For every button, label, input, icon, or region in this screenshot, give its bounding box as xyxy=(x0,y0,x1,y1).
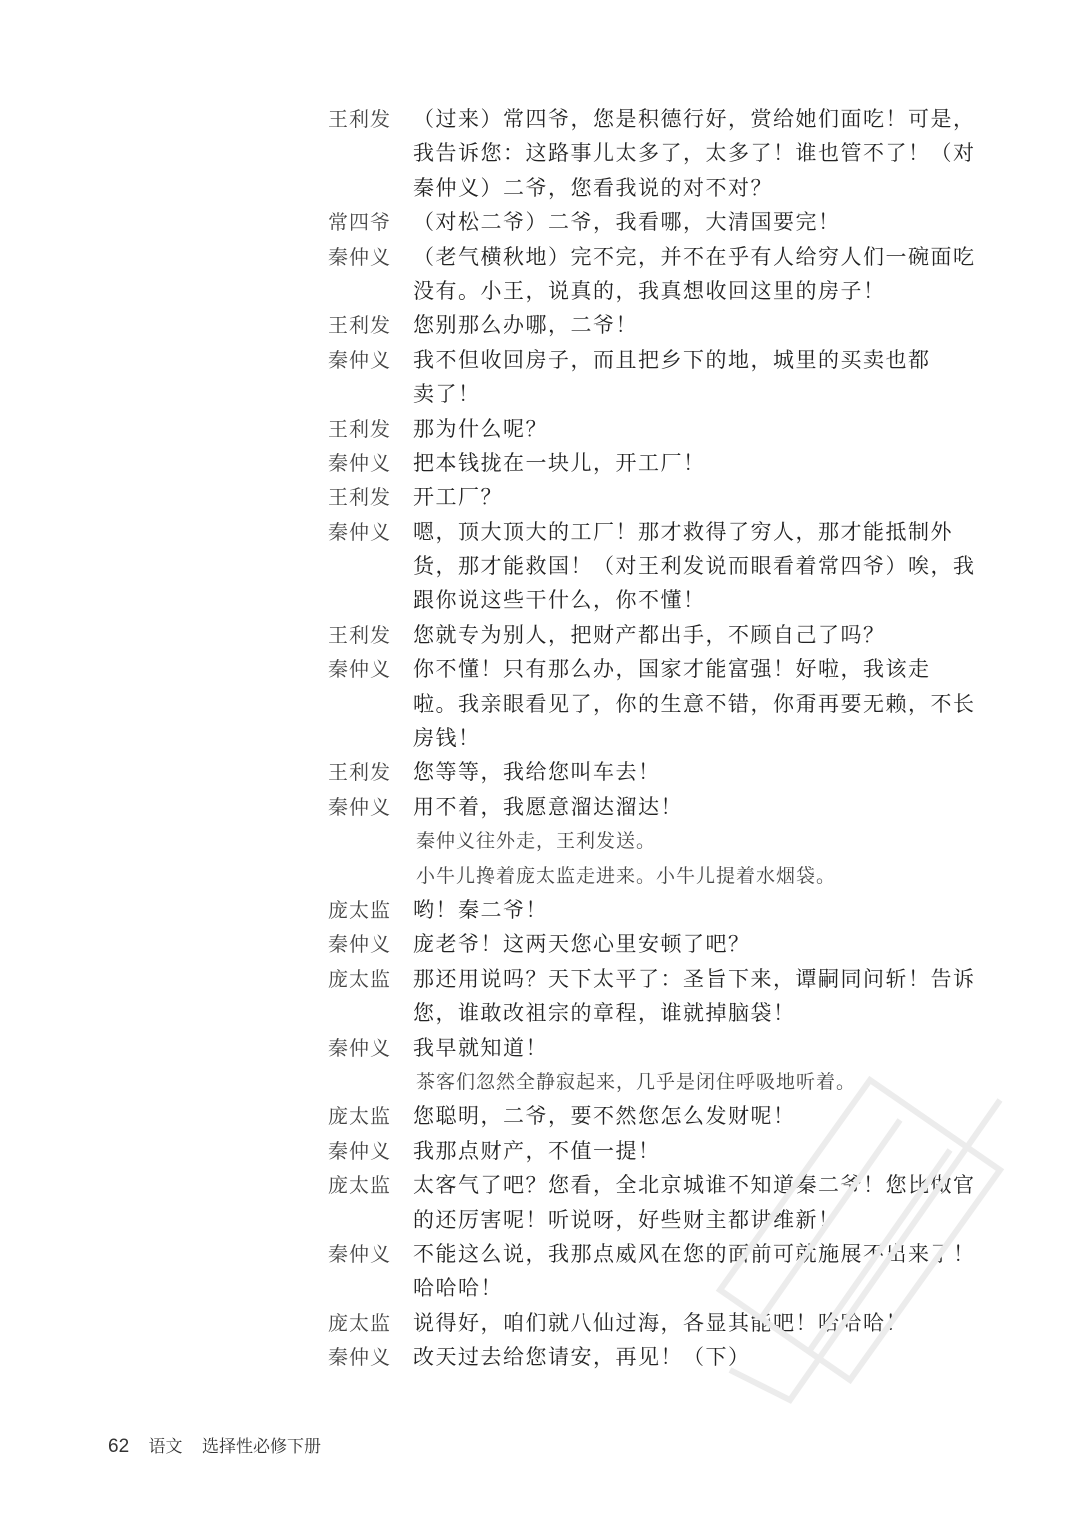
speaker-name: 秦仲义 xyxy=(328,519,391,544)
dialogue-line xyxy=(328,446,968,480)
dialogue-line xyxy=(328,927,968,961)
dialogue-line xyxy=(328,274,968,308)
line-text: 把本钱拢在一块儿，开工厂！ xyxy=(413,450,706,475)
dialogue-line xyxy=(328,343,968,377)
line-text: 货，那才能救国！（对王利发说而眼看着常四爷）唉，我 xyxy=(413,554,976,579)
dialogue-line xyxy=(328,790,968,824)
dialogue-line xyxy=(328,412,968,446)
speaker-name: 秦仲义 xyxy=(328,1345,391,1370)
line-text: 我那点财产，不值一提！ xyxy=(413,1138,661,1163)
line-text: 没有。小王，说真的，我真想收回这里的房子！ xyxy=(413,278,886,303)
dialogue-line xyxy=(328,962,976,996)
line-text: 卖了！ xyxy=(413,382,481,407)
speaker-name: 王利发 xyxy=(328,485,391,510)
line-text: 您等等，我给您叫车去！ xyxy=(413,760,661,785)
speaker-name: 秦仲义 xyxy=(328,794,391,819)
line-text: 我告诉您：这路事儿太多了，太多了！谁也管不了！（对 xyxy=(413,141,976,166)
speaker-name: 王利发 xyxy=(328,107,391,131)
line-text: （老气横秋地）完不完，并不在乎有人给穷人们一碗面吃 xyxy=(413,244,976,269)
line-text: 用不着，我愿意溜达溜达！ xyxy=(413,794,683,819)
line-text: 您聪明，二爷，要不然您怎么发财呢！ xyxy=(413,1104,796,1129)
line-text: 我不但收回房子，而且把乡下的地，城里的买卖也都 xyxy=(413,347,931,372)
line-text: 跟你说这些干什么，你不懂！ xyxy=(413,588,706,613)
line-text: 我早就知道！ xyxy=(413,1035,548,1060)
line-text: 开工厂？ xyxy=(413,485,503,510)
speaker-name: 庞太监 xyxy=(328,1310,391,1335)
line-text: 说得好，咱们就八仙过海，各显其能吧！哈哈哈！ xyxy=(413,1310,908,1335)
speaker-name: 王利发 xyxy=(328,416,391,441)
dialogue-line xyxy=(328,515,968,549)
speaker-name: 秦仲义 xyxy=(328,1138,391,1163)
stage-direction: 秦仲义往外走，王利发送。 xyxy=(416,830,657,853)
line-text: 嗯，顶大顶大的工厂！那才救得了穷人，那才能抵制外 xyxy=(413,519,953,544)
line-text: 房钱！ xyxy=(413,726,481,751)
stage-direction-line xyxy=(328,824,968,858)
speaker-name: 秦仲义 xyxy=(328,657,391,682)
speaker-name: 庞太监 xyxy=(328,897,391,922)
page-footer xyxy=(108,1432,321,1462)
speaker-name: 秦仲义 xyxy=(328,932,391,957)
subject-label: 语文 xyxy=(148,1437,183,1457)
speaker-name: 庞太监 xyxy=(328,966,391,991)
dialogue-line xyxy=(328,996,968,1030)
speaker-name: 常四爷 xyxy=(328,210,391,235)
line-text: 你不懂！只有那么办，国家才能富强！好啦，我该走 xyxy=(413,657,931,682)
line-text: （对松二爷）二爷，我看哪，大清国要完！ xyxy=(413,210,841,235)
dialogue-line xyxy=(328,308,968,342)
speaker-name: 王利发 xyxy=(328,622,391,647)
speaker-name: 庞太监 xyxy=(328,1173,391,1198)
speaker-name: 王利发 xyxy=(328,760,391,785)
speaker-name: 秦仲义 xyxy=(328,1035,391,1060)
dialogue-line xyxy=(328,755,968,789)
publisher-watermark xyxy=(700,1040,1030,1420)
line-text: 太客气了吧？您看，全北京城谁不知道秦二爷！您比做官 xyxy=(413,1173,976,1198)
speaker-name: 王利发 xyxy=(328,313,391,338)
speaker-name: 秦仲义 xyxy=(328,347,391,372)
line-text: 您别那么办哪，二爷！ xyxy=(413,313,638,338)
line-text: 庞老爷！这两天您心里安顿了吧？ xyxy=(413,932,751,957)
stage-direction-line xyxy=(328,859,968,893)
speaker-name: 庞太监 xyxy=(328,1104,391,1129)
line-text: 啦。我亲眼看见了，你的生意不错，你甭再要无赖，不长 xyxy=(413,691,976,716)
dialogue-line xyxy=(328,240,976,274)
line-text: 不能这么说，我那点威风在您的面前可就施展不出来了！ xyxy=(413,1241,976,1266)
dialogue-line xyxy=(328,171,968,205)
dialogue-line xyxy=(328,480,968,514)
stage-direction: 茶客们忽然全静寂起来，几乎是闭住呼吸地听着。 xyxy=(416,1070,857,1093)
speaker-name: 秦仲义 xyxy=(328,450,391,475)
dialogue-line xyxy=(328,893,968,927)
line-text: 的还厉害呢！听说呀，好些财主都讲维新！ xyxy=(413,1207,841,1232)
dialogue-line xyxy=(328,549,976,583)
dialogue-line xyxy=(328,618,968,652)
line-text: 那为什么呢？ xyxy=(413,416,548,441)
dialogue-line xyxy=(328,136,976,170)
page-number: 62 xyxy=(108,1436,130,1457)
dialogue-line xyxy=(328,583,968,617)
line-text: 您，谁敢改祖宗的章程，谁就掉脑袋！ xyxy=(413,1001,796,1026)
dialogue-line xyxy=(328,205,968,239)
line-text: 哟！秦二爷！ xyxy=(413,897,548,922)
speaker-name: 秦仲义 xyxy=(328,1241,391,1266)
line-text: 那还用说吗？天下太平了：圣旨下来，谭嗣同问斩！告诉 xyxy=(413,966,976,991)
dialogue-line xyxy=(328,721,968,755)
line-text: 哈哈哈！ xyxy=(413,1276,503,1301)
line-text: 秦仲义）二爷，您看我说的对不对？ xyxy=(413,175,773,200)
speaker-name: 秦仲义 xyxy=(328,244,391,269)
stage-direction: 小牛儿搀着庞太监走进来。小牛儿提着水烟袋。 xyxy=(416,864,837,887)
dialogue-line xyxy=(328,687,976,721)
dialogue-line xyxy=(328,377,968,411)
line-text: （过来）常四爷，您是积德行好，赏给她们面吃！可是， xyxy=(413,107,976,131)
line-text: 您就专为别人，把财产都出手，不顾自己了吗？ xyxy=(413,622,886,647)
book-title: 选择性必修下册 xyxy=(201,1437,321,1457)
dialogue-line xyxy=(328,102,976,136)
line-text: 改天过去给您请安，再见！（下） xyxy=(413,1345,751,1370)
dialogue-line xyxy=(328,652,968,686)
